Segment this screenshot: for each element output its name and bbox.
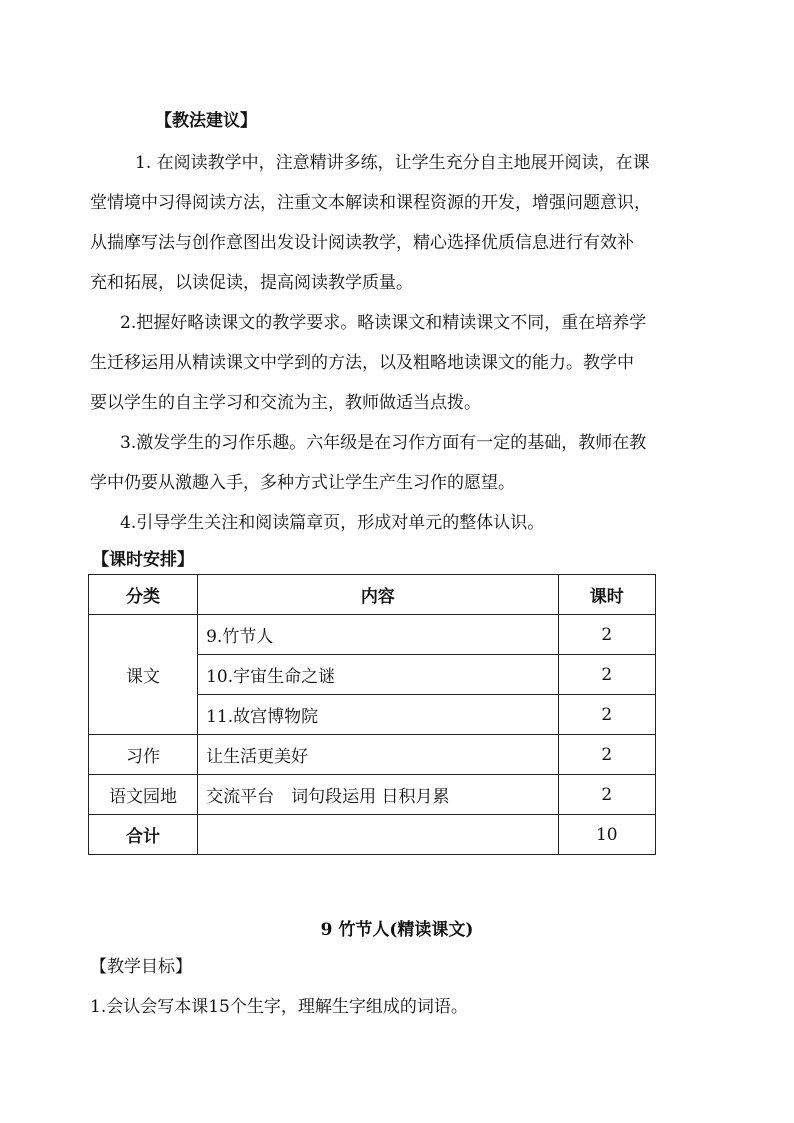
schedule-heading: 【课时安排】 (92, 550, 194, 570)
teaching-suggestions-heading: 【教法建议】 (155, 111, 257, 131)
header-category: 分类 (89, 575, 198, 615)
total-label: 合计 (89, 815, 198, 855)
text-line: 堂情境中习得阅读方法，注重文本解读和课程资源的开发，增强问题意识， (90, 193, 651, 213)
table-row (89, 775, 656, 815)
text-line: 学中仍要从激趣入手，多种方式让学生产生习作的愿望。 (90, 473, 515, 493)
text-line: 4.引导学生关注和阅读篇章页，形成对单元的整体认识。 (120, 513, 545, 533)
hours-cell: 2 (558, 695, 655, 735)
text-line: 1. 在阅读教学中，注意精讲多练，让学生充分自主地展开阅读，在课 (118, 153, 650, 173)
objective-1: 1.会认会写本课15个生字，理解生字组成的词语。 (90, 997, 468, 1017)
lesson-title: 9 竹节人(精读课文) (320, 920, 474, 940)
total-hours: 10 (558, 815, 655, 855)
content-cell: 让生活更美好 (198, 735, 558, 775)
schedule-table (88, 574, 656, 855)
table-row (89, 735, 656, 775)
content-cell: 交流平台 词句段运用 日积月累 (198, 775, 558, 815)
content-cell: 9.竹节人 (198, 615, 558, 655)
table-row (89, 615, 656, 655)
text-line: 要以学生的自主学习和交流为主，教师做适当点拨。 (90, 393, 481, 413)
text-line: 3.激发学生的习作乐趣。六年级是在习作方面有一定的基础，教师在教 (120, 433, 647, 453)
text-line: 从揣摩写法与创作意图出发设计阅读教学，精心选择优质信息进行有效补 (90, 233, 634, 253)
total-content (198, 815, 558, 855)
teaching-suggestion-3 (90, 423, 710, 503)
text-line: 2.把握好略读课文的教学要求。略读课文和精读课文不同，重在培养学 (120, 313, 647, 333)
table-header-row (89, 575, 656, 615)
teaching-suggestion-4 (90, 503, 710, 543)
hours-cell: 2 (558, 775, 655, 815)
teaching-suggestion-1 (90, 143, 710, 303)
header-content: 内容 (198, 575, 558, 615)
category-cell: 课文 (89, 615, 198, 735)
hours-cell: 2 (558, 615, 655, 655)
content-cell: 10.宇宙生命之谜 (198, 655, 558, 695)
header-hours: 课时 (558, 575, 655, 615)
category-cell: 习作 (89, 735, 198, 775)
text-line: 生迁移运用从精读课文中学到的方法，以及粗略地读课文的能力。教学中 (90, 353, 634, 373)
hours-cell: 2 (558, 655, 655, 695)
objectives-heading: 【教学目标】 (90, 957, 192, 977)
content-cell: 11.故宫博物院 (198, 695, 558, 735)
hours-cell: 2 (558, 735, 655, 775)
text-line: 充和拓展，以读促读，提高阅读教学质量。 (90, 273, 413, 293)
teaching-suggestion-2 (90, 303, 710, 423)
category-cell: 语文园地 (89, 775, 198, 815)
total-row (89, 815, 656, 855)
